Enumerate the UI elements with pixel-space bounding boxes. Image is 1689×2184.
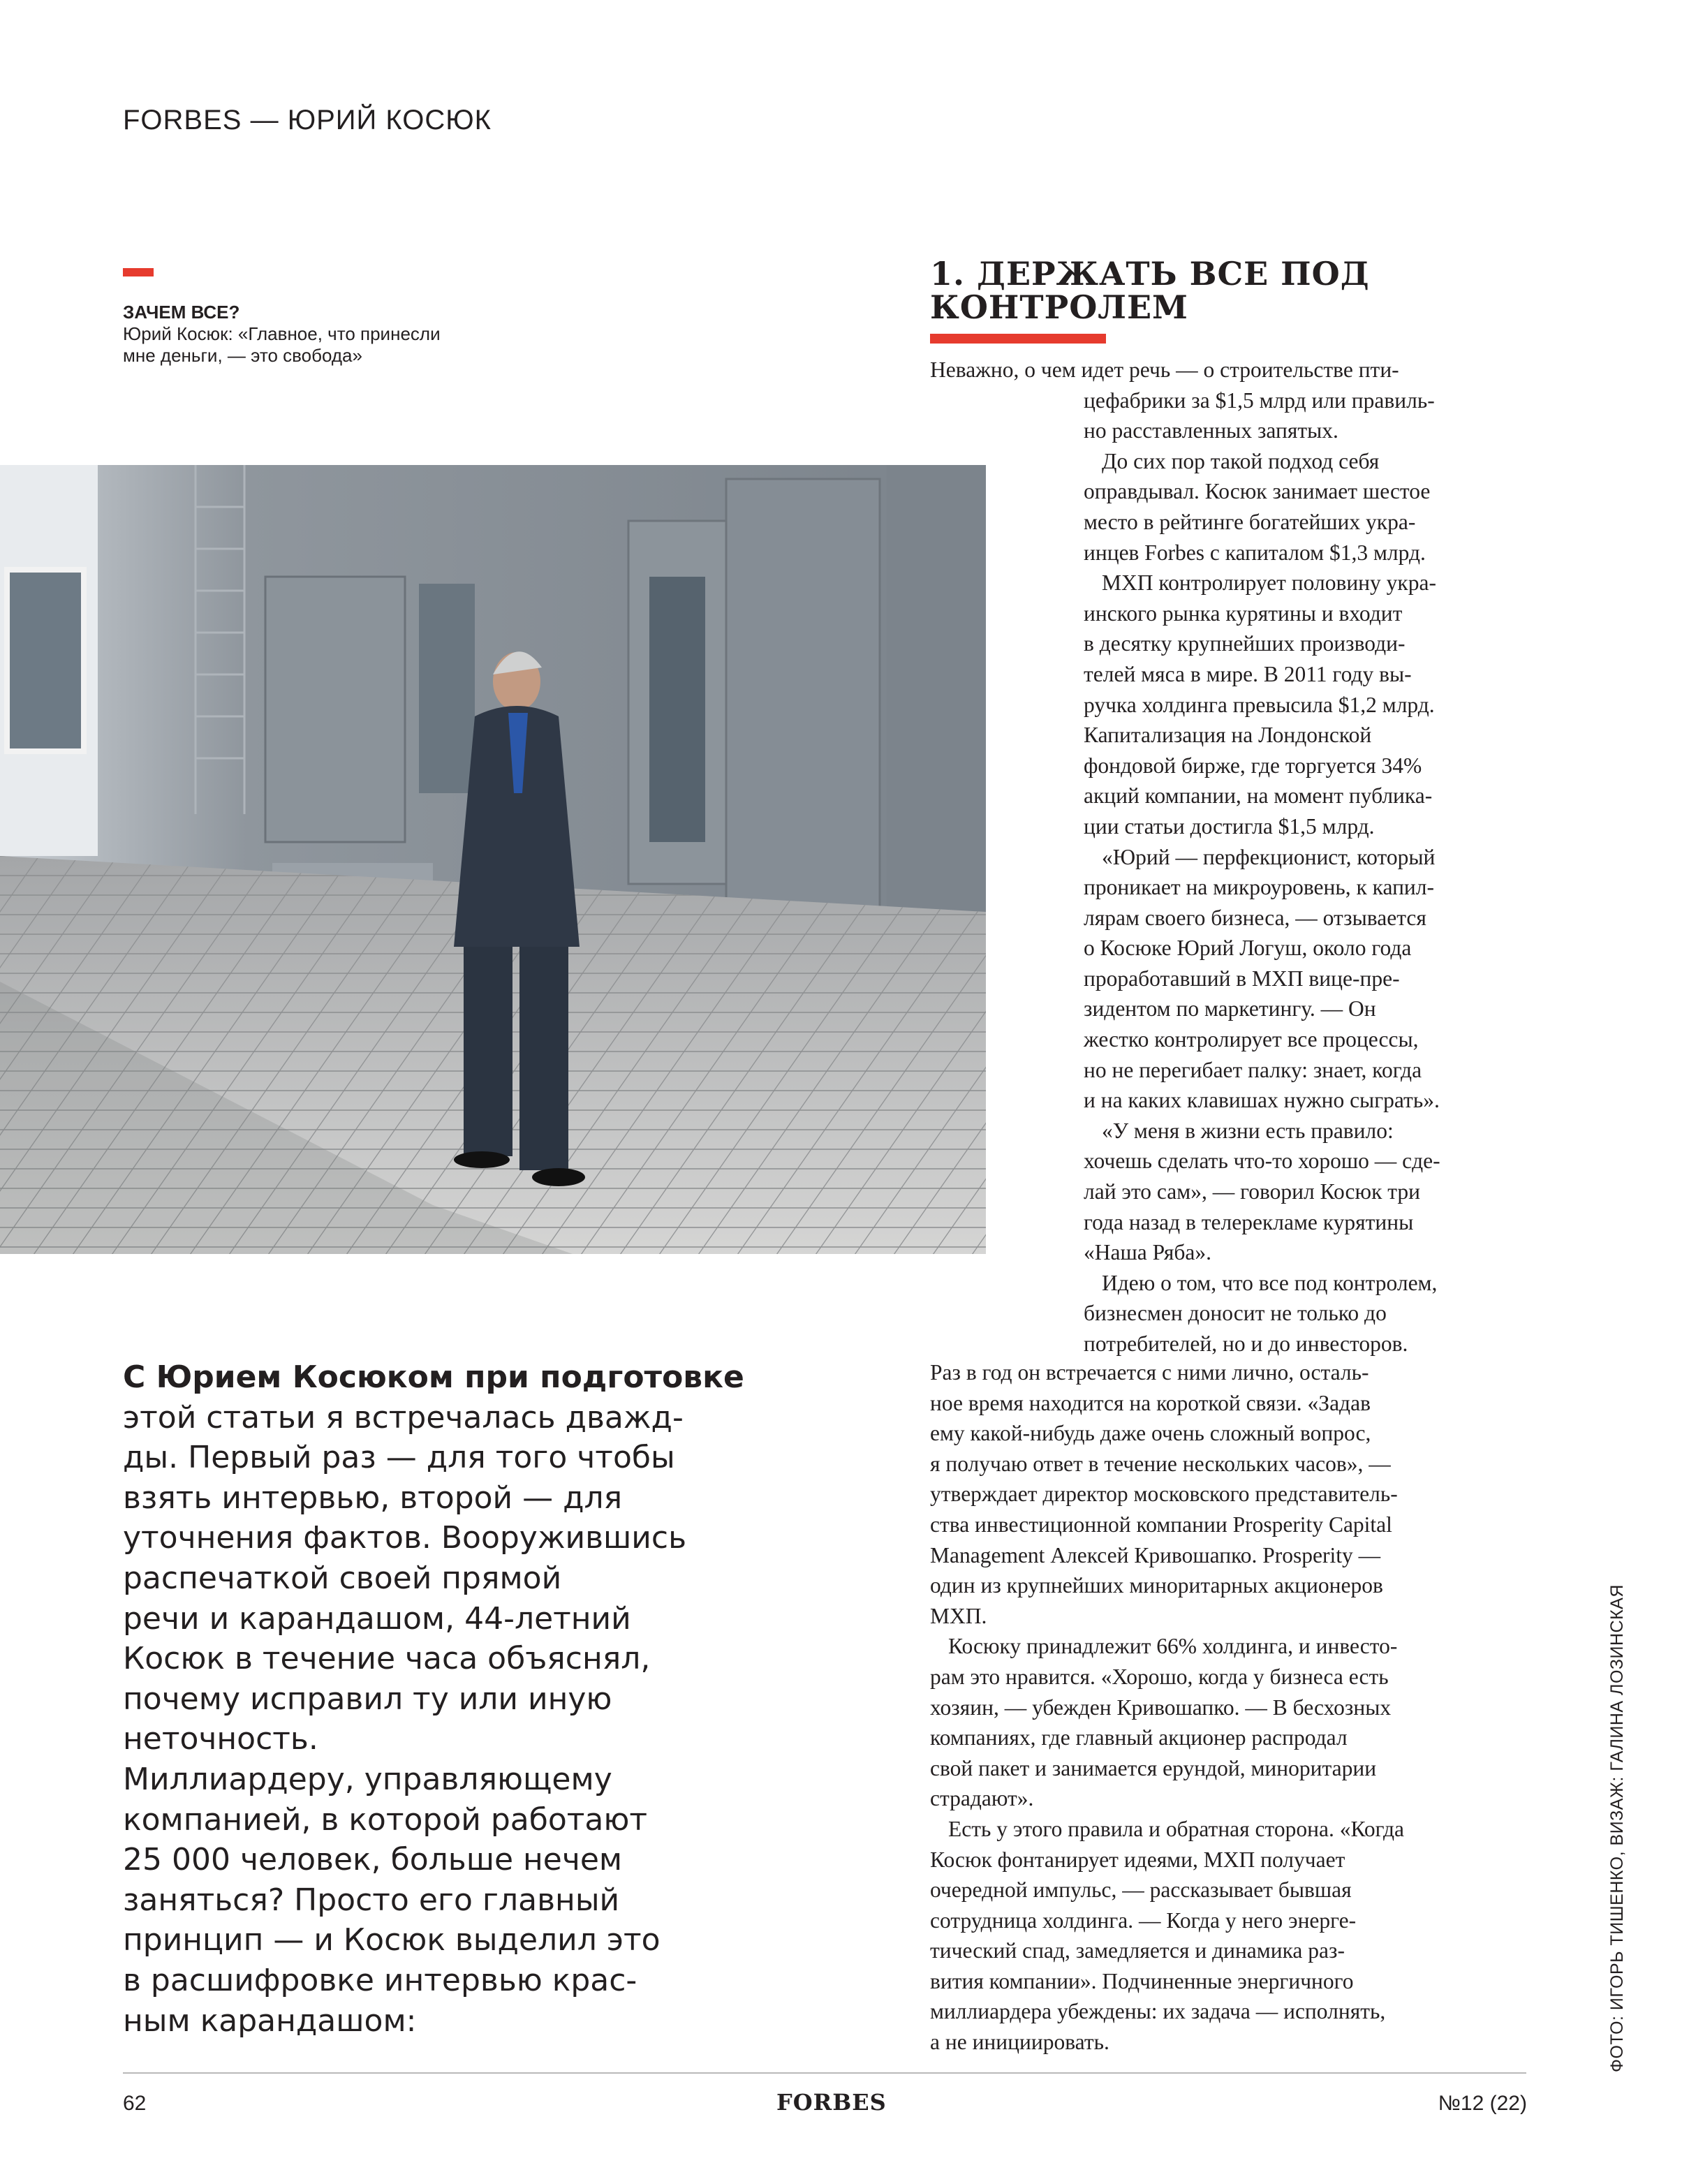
footer-brand: FORBES bbox=[776, 2089, 887, 2116]
body-line: хочешь сделать что-то хорошо — сде- bbox=[1084, 1149, 1440, 1174]
section-heading bbox=[930, 257, 1419, 324]
lead-line: Косюк в течение часа объяснял, bbox=[123, 1641, 651, 1677]
body-line: акций компании, на момент публика- bbox=[1084, 783, 1433, 809]
issue-number: №12 (22) bbox=[1438, 2092, 1527, 2115]
body-line: утверждает директор московского представитель- bbox=[930, 1482, 1398, 1507]
body-line: я получаю ответ в течение нескольких часов», — bbox=[930, 1451, 1391, 1476]
body-line: ции статьи достигла $1,5 млрд. bbox=[1084, 813, 1375, 839]
body-line: лай это сам», — говорил Косюк три bbox=[1084, 1179, 1421, 1204]
body-line: Есть у этого правила и обратная сторона. «Когда bbox=[948, 1816, 1404, 1841]
body-line: бизнесмен доносит не только до bbox=[1084, 1301, 1387, 1326]
body-line: жестко контролирует все процессы, bbox=[1084, 1027, 1419, 1052]
lead-line: ным карандашом: bbox=[123, 2002, 417, 2039]
body-line: хозяин, — убежден Кривошапко. — В бесхозных bbox=[930, 1695, 1392, 1720]
body-line: Косюк фонтанирует идеями, МХП получает bbox=[930, 1847, 1345, 1872]
body-line: и на каких клавишах нужно сыграть». bbox=[1084, 1088, 1440, 1113]
body-line: «Юрий — перфекционист, который bbox=[1102, 844, 1436, 869]
lead-line: в расшифровке интервью крас- bbox=[123, 1962, 637, 1998]
lead-line: Миллиардеру, управляющему bbox=[123, 1761, 612, 1797]
body-line: в десятку крупнейших производи- bbox=[1084, 631, 1406, 656]
lead-line: этой статьи я встречалась дважд- bbox=[123, 1399, 684, 1436]
body-line: компаниях, где главный акционер распродал bbox=[930, 1725, 1348, 1750]
body-line: свой пакет и занимается ерундой, миноритарии bbox=[930, 1755, 1377, 1780]
body-line: ное время находится на короткой связи. «Задав bbox=[930, 1390, 1371, 1415]
lead-line: почему исправил ту или иную bbox=[123, 1681, 612, 1717]
body-line: фондовой бирже, где торгуется 34% bbox=[1084, 753, 1422, 778]
caption-line: мне деньги, — это свобода» bbox=[123, 345, 362, 366]
body-line: «Наша Ряба». bbox=[1084, 1240, 1212, 1265]
photo-credit: ФОТО: ИГОРЬ ТИШЕНКО, ВИЗАЖ: ГАЛИНА ЛОЗИНСКАЯ bbox=[1607, 1584, 1627, 2072]
lead-line: ды. Первый раз — для того чтобы bbox=[123, 1440, 675, 1476]
body-line: потребителей, но и до инвесторов. bbox=[1084, 1331, 1408, 1356]
lead-line: неточность. bbox=[123, 1721, 318, 1757]
article-body-indented bbox=[930, 355, 1532, 1359]
body-line: лярам своего бизнеса, — отзывается bbox=[1084, 905, 1426, 930]
section-accent-bar bbox=[930, 334, 1106, 344]
body-line: сотрудница холдинга. — Когда у него энерге- bbox=[930, 1908, 1357, 1933]
caption-title: ЗАЧЕМ ВСЕ? bbox=[123, 302, 240, 323]
body-line: страдают». bbox=[930, 1786, 1034, 1811]
lead-line: распечаткой своей прямой bbox=[123, 1560, 562, 1596]
body-line: тический спад, замедляется и динамика раз- bbox=[930, 1938, 1345, 1963]
body-line: оправдывал. Косюк занимает шестое bbox=[1084, 479, 1431, 504]
body-line: Раз в год он встречается с ними лично, осталь- bbox=[930, 1360, 1369, 1385]
body-line: МХП контролирует половину укра- bbox=[1102, 570, 1436, 596]
lead-paragraph bbox=[123, 1357, 821, 2041]
lead-line: принцип — и Косюк выделил это bbox=[123, 1922, 661, 1958]
body-line: зидентом по маркетингу. — Он bbox=[1084, 996, 1376, 1021]
lead-line: взять интервью, второй — для bbox=[123, 1480, 623, 1516]
body-line: ства инвестиционной компании Prosperity Capital bbox=[930, 1512, 1392, 1537]
lead-line: уточнения фактов. Вооружившись bbox=[123, 1520, 686, 1556]
lead-line: компанией, в которой работают bbox=[123, 1801, 648, 1838]
body-line: один из крупнейших миноритарных акционеров bbox=[930, 1573, 1383, 1598]
body-line: Идею о том, что все под контролем, bbox=[1102, 1270, 1438, 1295]
body-line: МХП. bbox=[930, 1603, 987, 1628]
caption-line: Юрий Косюк: «Главное, что принесли bbox=[123, 323, 441, 344]
running-head: FORBES — ЮРИЙ КОСЮК bbox=[123, 105, 492, 135]
body-line: Капитализация на Лондонской bbox=[1084, 723, 1372, 748]
photo-illustration bbox=[0, 465, 986, 1254]
lead-bold-line: С Юрием Косюком при подготовке bbox=[123, 1359, 744, 1395]
caption-accent-bar bbox=[123, 268, 154, 276]
body-line: телей мяса в мире. В 2011 году вы- bbox=[1084, 661, 1412, 686]
body-line: ручка холдинга превысила $1,2 млрд. bbox=[1084, 692, 1435, 717]
footer-divider bbox=[123, 2072, 1526, 2074]
lead-line: речи и карандашом, 44-летний bbox=[123, 1600, 631, 1637]
body-line: «У меня в жизни есть правило: bbox=[1102, 1118, 1394, 1143]
body-line: До сих пор такой подход себя bbox=[1102, 448, 1380, 473]
section-heading-line: 1. ДЕРЖАТЬ ВСЕ ПОД bbox=[930, 255, 1370, 293]
body-line: миллиардера убеждены: их задача — исполнять, bbox=[930, 1999, 1386, 2024]
body-line: о Косюке Юрий Логуш, около года bbox=[1084, 936, 1412, 961]
body-line: проникает на микроуровень, к капил- bbox=[1084, 875, 1435, 900]
body-line: ему какой-нибудь даже очень сложный вопрос, bbox=[930, 1421, 1371, 1446]
body-line: года назад в телерекламе курятины bbox=[1084, 1209, 1414, 1234]
body-line: инского рынка курятины и входит bbox=[1084, 600, 1403, 626]
body-line: а не инициировать. bbox=[930, 2030, 1109, 2055]
body-line: проработавший в МХП вице-пре- bbox=[1084, 966, 1400, 991]
body-line: Неважно, о чем идет речь — о строительстве пти- bbox=[930, 357, 1399, 382]
body-line: но не перегибает палку: знает, когда bbox=[1084, 1057, 1422, 1082]
body-line: очередной импульс, — рассказывает бывшая bbox=[930, 1877, 1352, 1903]
lead-line: 25 000 человек, больше нечем bbox=[123, 1842, 623, 1878]
photo-caption bbox=[123, 302, 514, 367]
portrait-photo bbox=[0, 465, 986, 1254]
page-number: 62 bbox=[123, 2092, 147, 2115]
lead-line: заняться? Просто его главный bbox=[123, 1882, 620, 1918]
body-line: рам это нравится. «Хорошо, когда у бизнеса есть bbox=[930, 1664, 1389, 1689]
body-line: цефабрики за $1,5 млрд или правиль- bbox=[1084, 388, 1435, 413]
body-line: место в рейтинге богатейших укра- bbox=[1084, 509, 1416, 534]
body-line: Management Алексей Кривошапко. Prosperity — bbox=[930, 1542, 1381, 1567]
body-line: Косюку принадлежит 66% холдинга, и инвесто- bbox=[948, 1634, 1398, 1659]
section-heading-line: КОНТРОЛЕМ bbox=[930, 288, 1188, 326]
body-line: вития компании». Подчиненные энергичного bbox=[930, 1968, 1354, 1993]
body-line: но расставленных запятых. bbox=[1084, 418, 1338, 443]
article-body-full bbox=[930, 1357, 1532, 2058]
body-line: инцев Forbes с капиталом $1,3 млрд. bbox=[1084, 540, 1426, 565]
